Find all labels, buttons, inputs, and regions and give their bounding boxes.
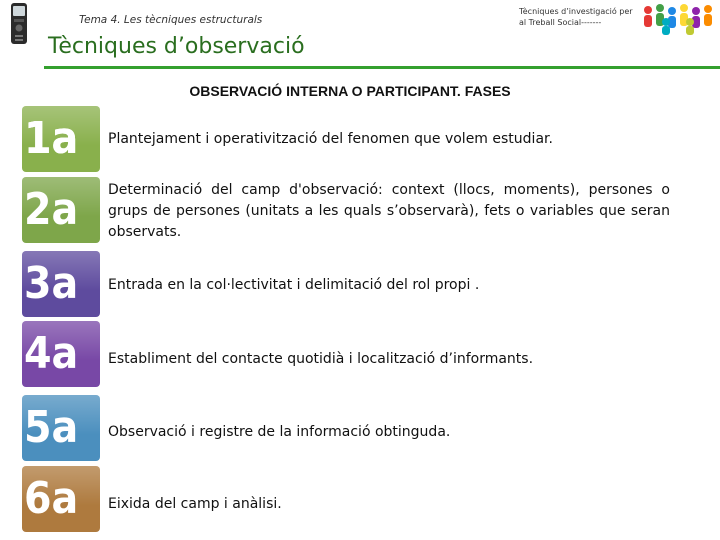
phase-number: 2a xyxy=(24,184,79,235)
slide-header xyxy=(0,0,720,66)
phase-number: 4a xyxy=(24,328,79,379)
voice-recorder-icon xyxy=(6,2,32,45)
phase-description-5: Observació i registre de la informació obtinguda. xyxy=(108,424,451,440)
topic-label: Tema 4. Les tècniques estructurals xyxy=(79,14,263,26)
phase-description-1: Plantejament i operativització del fenomen que volem estudiar. xyxy=(108,131,553,147)
phase-number: 6a xyxy=(24,473,79,524)
phase-description-4: Establiment del contacte quotidià i localització d’informants. xyxy=(108,351,534,367)
section-heading: OBSERVACIÓ INTERNA O PARTICIPANT. FASES xyxy=(189,83,511,99)
phase-badge-1 xyxy=(22,106,100,172)
phase-description-3: Entrada en la col·lectivitat i delimitació del rol propi . xyxy=(108,277,480,293)
phase-number: 1a xyxy=(24,113,79,164)
header-divider xyxy=(44,66,720,69)
phase-description-2: Determinació del camp d'observació: context (llocs, moments), persones o grups de persones (unitats a les quals s’observarà), fets o variables que seran observats. xyxy=(108,182,670,240)
phase-badge-5 xyxy=(22,395,100,461)
phase-number: 3a xyxy=(24,258,79,309)
phase-description-6: Eixida del camp i anàlisi. xyxy=(108,496,282,512)
phase-badge-3 xyxy=(22,251,100,317)
people-group-icon xyxy=(640,2,720,36)
course-subtitle: Tècniques d’investigació per al Treball Social------- xyxy=(519,7,633,27)
phase-badge-6 xyxy=(22,466,100,532)
phase-number: 5a xyxy=(24,402,79,453)
slide-title: Tècniques d’observació xyxy=(48,34,305,59)
phase-badge-2 xyxy=(22,177,100,243)
phase-badge-4 xyxy=(22,321,100,387)
